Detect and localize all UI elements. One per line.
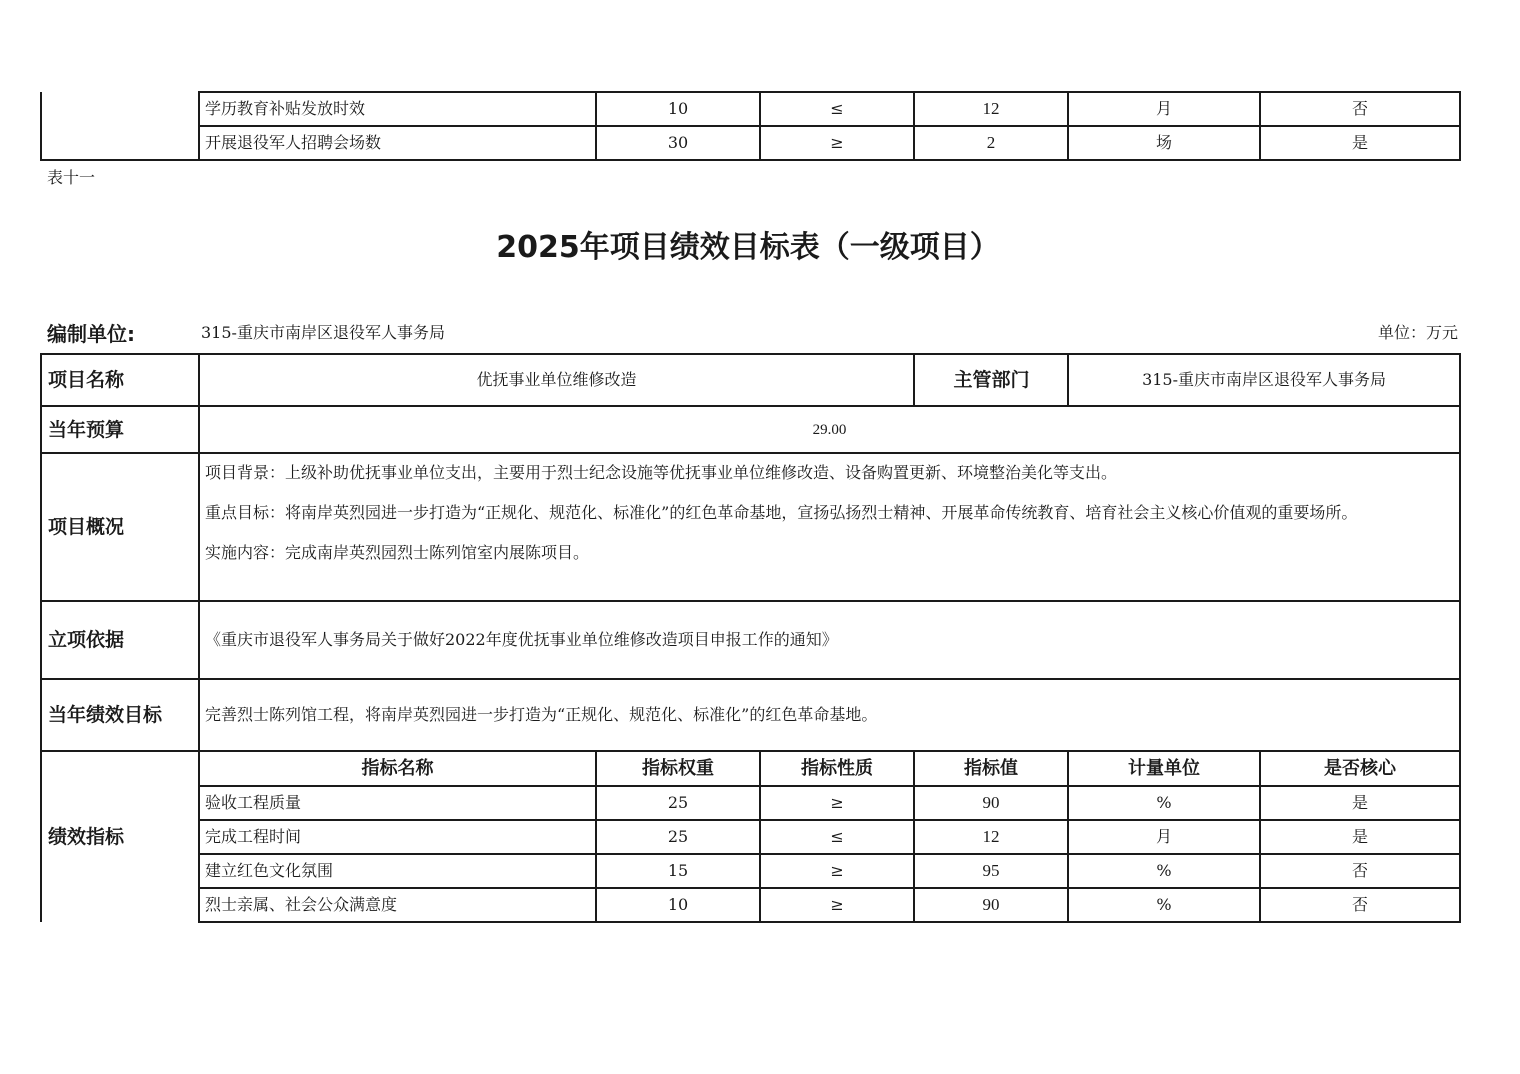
table-row: [41, 786, 1460, 820]
table-label: 表十一: [47, 168, 96, 187]
indicator-nature-cell: ≥: [760, 126, 914, 160]
budget-value: 29.00: [199, 406, 1460, 453]
indicator-unit-cell: %: [1068, 888, 1260, 922]
table-row: [41, 406, 1460, 453]
indicator-core-cell: 否: [1260, 92, 1460, 126]
continued-indicator-table: [40, 91, 1461, 161]
basis-value: 《重庆市退役军人事务局关于做好2022年度优抚事业单位维修改造项目申报工作的通知》: [199, 601, 1460, 679]
table-row: [41, 888, 1460, 922]
indicator-nature-cell: ≤: [760, 820, 914, 854]
table-row: [41, 854, 1460, 888]
overview-cell: [199, 453, 1460, 601]
empty-label-cell: [41, 92, 199, 160]
indicator-core-cell: 是: [1260, 786, 1460, 820]
table-row: [41, 354, 1460, 406]
indicator-value-cell: 90: [914, 888, 1068, 922]
table-row: [41, 92, 1460, 126]
overview-content: 实施内容：完成南岸英烈园烈士陈列馆室内展陈项目。: [205, 543, 590, 562]
unit-text: 单位：万元: [1377, 323, 1458, 342]
indicator-core-cell: 否: [1260, 888, 1460, 922]
indicator-core-cell: 否: [1260, 854, 1460, 888]
target-value: 完善烈士陈列馆工程，将南岸英烈园进一步打造为“正规化、规范化、标准化”的红色革命基地。: [199, 679, 1460, 751]
table-row: [41, 751, 1460, 786]
indicator-name-cell: 验收工程质量: [199, 786, 596, 820]
dept-value: 315-重庆市南岸区退役军人事务局: [1068, 354, 1460, 406]
indicator-value-cell: 90: [914, 786, 1068, 820]
indicator-name-cell: 完成工程时间: [199, 820, 596, 854]
indicator-unit-cell: 月: [1068, 820, 1260, 854]
basis-label: 立项依据: [41, 601, 199, 679]
table-row: [41, 820, 1460, 854]
table-row: [41, 679, 1460, 751]
org-label: 编制单位:: [47, 322, 135, 346]
indicator-value-cell: 2: [914, 126, 1068, 160]
overview-goal: 重点目标：将南岸英烈园进一步打造为“正规化、规范化、标准化”的红色革命基地，宣扬弘扬烈士精神、开展革命传统教育、培育社会主义核心价值观的重要场所。: [205, 503, 1358, 522]
dept-label: 主管部门: [914, 354, 1068, 406]
overview-background: 项目背景：上级补助优抚事业单位支出，主要用于烈士纪念设施等优抚事业单位维修改造、设备购置更新、环境整治美化等支出。: [205, 463, 1118, 482]
overview-label: 项目概况: [41, 453, 199, 601]
target-label: 当年绩效目标: [41, 679, 199, 751]
indicator-nature-cell: ≥: [760, 854, 914, 888]
indicator-value-cell: 12: [914, 92, 1068, 126]
header-value: 指标值: [914, 751, 1068, 786]
header-core: 是否核心: [1260, 751, 1460, 786]
table-row: [41, 601, 1460, 679]
indicator-unit-cell: 场: [1068, 126, 1260, 160]
indicator-name-cell: 建立红色文化氛围: [199, 854, 596, 888]
page-title: 2025年项目绩效目标表（一级项目）: [496, 230, 1000, 265]
indicator-nature-cell: ≥: [760, 888, 914, 922]
indicator-name-cell: 开展退役军人招聘会场数: [199, 126, 596, 160]
indicator-unit-cell: %: [1068, 854, 1260, 888]
org-value: 315-重庆市南岸区退役军人事务局: [201, 323, 445, 342]
indicator-weight-cell: 10: [596, 888, 760, 922]
indicator-weight-cell: 30: [596, 126, 760, 160]
table-row: [41, 126, 1460, 160]
indicator-value-cell: 12: [914, 820, 1068, 854]
indicator-weight-cell: 25: [596, 786, 760, 820]
indicator-core-cell: 是: [1260, 820, 1460, 854]
indicator-unit-cell: 月: [1068, 92, 1260, 126]
indicator-name-cell: 烈士亲属、社会公众满意度: [199, 888, 596, 922]
indicator-weight-cell: 25: [596, 820, 760, 854]
indicator-value-cell: 95: [914, 854, 1068, 888]
project-name-label: 项目名称: [41, 354, 199, 406]
header-nature: 指标性质: [760, 751, 914, 786]
indicator-name-cell: 学历教育补贴发放时效: [199, 92, 596, 126]
header-name: 指标名称: [199, 751, 596, 786]
indicators-label: 绩效指标: [41, 751, 199, 922]
indicator-core-cell: 是: [1260, 126, 1460, 160]
header-weight: 指标权重: [596, 751, 760, 786]
indicator-weight-cell: 10: [596, 92, 760, 126]
budget-label: 当年预算: [41, 406, 199, 453]
project-name-value: 优抚事业单位维修改造: [199, 354, 914, 406]
indicator-nature-cell: ≤: [760, 92, 914, 126]
indicator-weight-cell: 15: [596, 854, 760, 888]
indicator-unit-cell: %: [1068, 786, 1260, 820]
header-unit: 计量单位: [1068, 751, 1260, 786]
table-row: [41, 453, 1460, 601]
performance-target-table: [40, 353, 1461, 923]
indicator-nature-cell: ≥: [760, 786, 914, 820]
